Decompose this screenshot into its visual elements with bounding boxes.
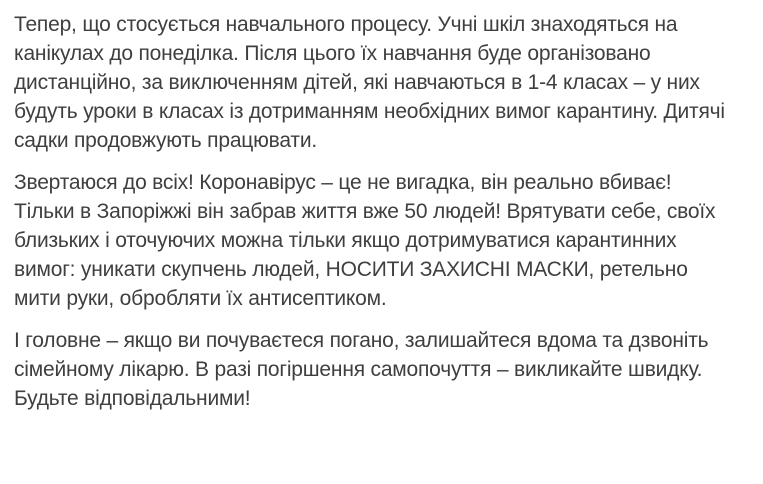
post-paragraph-coronavirus-warning: Звертаюся до всіх! Коронавірус – це не вигадка, він реально вбиває! Тільки в Запоріжжі він забрав життя вже 50 людей! Врятувати себе, своїх близьких і оточуючих можна тільки якщо дотримуватися карантинних вимог: уникати скупчень людей, НОСИТИ ЗАХИСНІ МАСКИ, ретельно мити руки, обробляти їх антисептиком. bbox=[14, 171, 716, 310]
post-paragraph-education: Тепер, що стосується навчального процесу. Учні шкіл знаходяться на канікулах до понеділка. Після цього їх навчання буде організовано дистанційно, за виключенням дітей, які навчаються в 1-4 класах – у них будуть уроки в класах із дотриманням необхідних вимог карантину. Дитячі садки продовжують працювати. bbox=[14, 13, 725, 152]
post-paragraph-stay-home-advice: І головне – якщо ви почуваєтеся погано, залишайтеся вдома та дзвоніть сімейному лікарю. В разі погіршення самопочуття – викликайте швидку. Будьте відповідальними! bbox=[14, 329, 709, 410]
